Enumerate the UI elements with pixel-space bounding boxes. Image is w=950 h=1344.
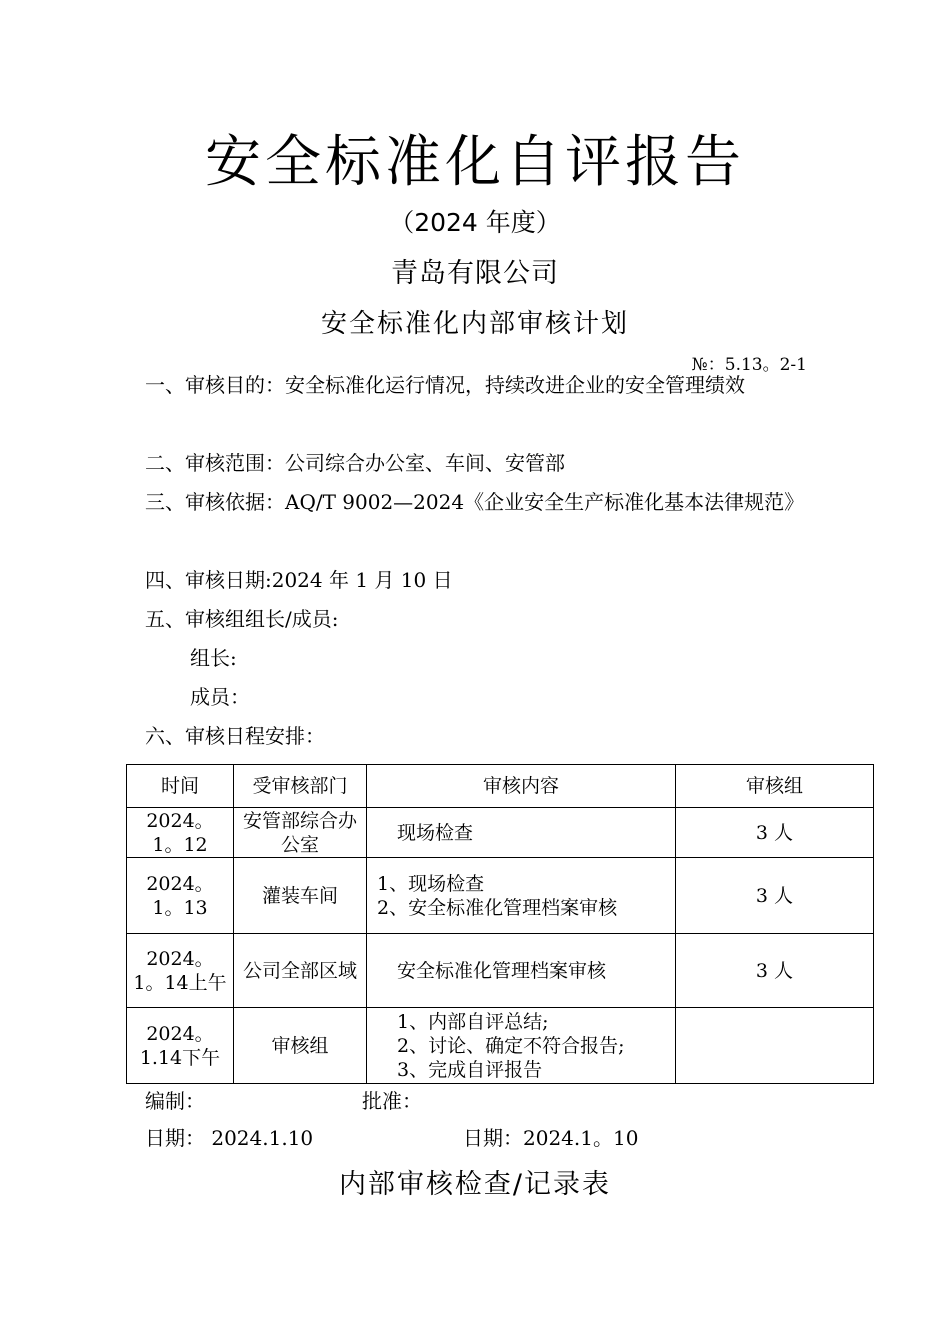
row-group: [676, 1008, 874, 1084]
audit-scope: 二、审核范围：公司综合办公室、车间、安管部: [145, 451, 565, 475]
row-group: 3 人: [676, 934, 874, 1008]
year-subtitle: （2024 年度）: [389, 208, 561, 237]
team-leader: 组长:: [190, 646, 237, 670]
row-content: 安全标准化管理档案审核: [367, 934, 676, 1008]
company-name: 青岛有限公司: [391, 258, 559, 289]
row-department: 审核组: [234, 1008, 367, 1084]
prepared-date: 日期： 2024.1.10: [145, 1126, 314, 1150]
audit-basis: 三、审核依据：AQ/T 9002—2024《企业安全生产标准化基本法律规范》: [145, 490, 805, 514]
row-department: 公司全部区域: [234, 934, 367, 1008]
row-content: 1、内部自评总结; 2、讨论、确定不符合报告; 3、完成自评报告: [367, 1008, 676, 1084]
row-time: 2024。1。13: [127, 858, 234, 934]
row-department: 灌装车间: [234, 858, 367, 934]
header-time: 时间: [127, 765, 234, 808]
prepared-by: 编制：: [145, 1089, 205, 1113]
table-row: [127, 808, 874, 858]
row-content: 现场检查: [367, 808, 676, 858]
row-content: 1、现场检查 2、安全标准化管理档案审核: [367, 858, 676, 934]
record-table-title: 内部审核检查/记录表: [338, 1169, 612, 1200]
schedule-table: [126, 764, 874, 1084]
row-time: 2024。1.14下午: [127, 1008, 234, 1084]
table-row: [127, 1008, 874, 1084]
table-row: [127, 934, 874, 1008]
row-time: 2024。1。14上午: [127, 934, 234, 1008]
plan-title: 安全标准化内部审核计划: [320, 309, 629, 339]
audit-purpose: 一、审核目的：安全标准化运行情况，持续改进企业的安全管理绩效: [145, 373, 745, 397]
row-group: 3 人: [676, 808, 874, 858]
main-title: 安全标准化自评报告: [205, 130, 745, 195]
row-time: 2024。1。12: [127, 808, 234, 858]
document-number: №：5.13。2-1: [691, 355, 807, 375]
table-row: [127, 858, 874, 934]
approved-by: 批准：: [362, 1089, 422, 1113]
team-members: 成员：: [190, 685, 250, 709]
audit-schedule: 六、审核日程安排：: [145, 724, 325, 748]
row-department: 安管部综合办公室: [234, 808, 367, 858]
table-header-row: [127, 765, 874, 808]
approved-date: 日期：2024.1。10: [463, 1126, 639, 1150]
audit-team: 五、审核组组长/成员:: [145, 607, 339, 631]
row-group: 3 人: [676, 858, 874, 934]
header-group: 审核组: [676, 765, 874, 808]
audit-date: 四、审核日期:2024 年 1 月 10 日: [145, 568, 453, 592]
header-department: 受审核部门: [234, 765, 367, 808]
header-content: 审核内容: [367, 765, 676, 808]
